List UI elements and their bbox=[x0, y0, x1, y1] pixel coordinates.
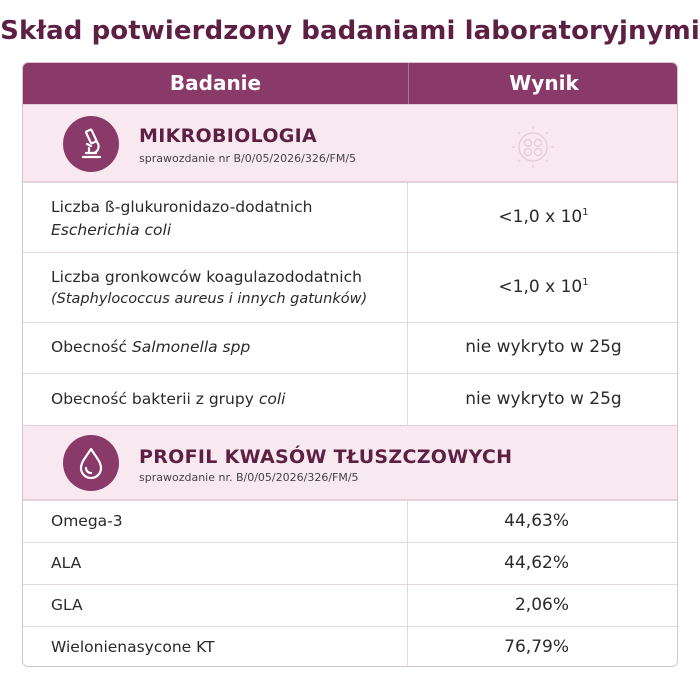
header-badanie: Badanie bbox=[169, 71, 262, 95]
header-wynik: Wynik bbox=[408, 63, 678, 104]
results-table bbox=[22, 62, 678, 667]
table-row bbox=[23, 182, 677, 252]
row-value: nie wykryto w 25g bbox=[465, 389, 622, 409]
table-row bbox=[23, 252, 677, 322]
row-value: 44,62% bbox=[504, 553, 569, 573]
row-value: <1,0 x $10^1$ bbox=[498, 207, 589, 227]
row-label: ALA bbox=[51, 554, 82, 572]
table-row bbox=[23, 626, 677, 667]
page-title: Skład potwierdzony badaniami laboratoryjnymi bbox=[0, 16, 700, 46]
bacteria-icon bbox=[511, 125, 555, 169]
section-profil-kwasow bbox=[23, 425, 677, 500]
row-label: Obecność bakterii z grupy coli bbox=[51, 390, 286, 408]
table-row bbox=[23, 373, 677, 425]
row-label-italic: (Staphylococcus aureus i innych gatunków) bbox=[51, 291, 368, 307]
row-value: nie wykryto w 25g bbox=[465, 337, 622, 357]
section-report-ref: sprawozdanie nr B/0/05/2026/326/FM/5 bbox=[139, 152, 357, 165]
table-row bbox=[23, 542, 677, 584]
row-label-italic: Escherichia coli bbox=[51, 221, 172, 239]
row-label: Liczba ß-glukuronidazo-dodatnich bbox=[51, 198, 313, 216]
section-report-ref: sprawozdanie nr. B/0/05/2026/326/FM/5 bbox=[139, 471, 359, 484]
microscope-icon bbox=[63, 116, 119, 172]
row-value: 44,63% bbox=[504, 511, 569, 531]
row-label: Obecność Salmonella spp bbox=[51, 338, 251, 356]
table-row bbox=[23, 584, 677, 626]
row-label: Liczba gronkowców koagulazododatnich bbox=[51, 268, 362, 286]
table-header bbox=[23, 63, 677, 104]
section-mikrobiologia bbox=[23, 104, 677, 182]
row-label: Wielonienasycone KT bbox=[51, 638, 215, 656]
row-value: 2,06% bbox=[514, 595, 569, 615]
row-label: GLA bbox=[51, 596, 83, 614]
drop-icon bbox=[63, 435, 119, 491]
row-value: 76,79% bbox=[504, 637, 569, 657]
row-label: Omega-3 bbox=[51, 512, 123, 530]
table-row bbox=[23, 500, 677, 542]
section-title: PROFIL KWASÓW TŁUSZCZOWYCH bbox=[139, 446, 513, 468]
row-value: <1,0 x $10^1$ bbox=[498, 277, 589, 297]
section-title: MIKROBIOLOGIA bbox=[139, 125, 318, 147]
table-row bbox=[23, 322, 677, 373]
